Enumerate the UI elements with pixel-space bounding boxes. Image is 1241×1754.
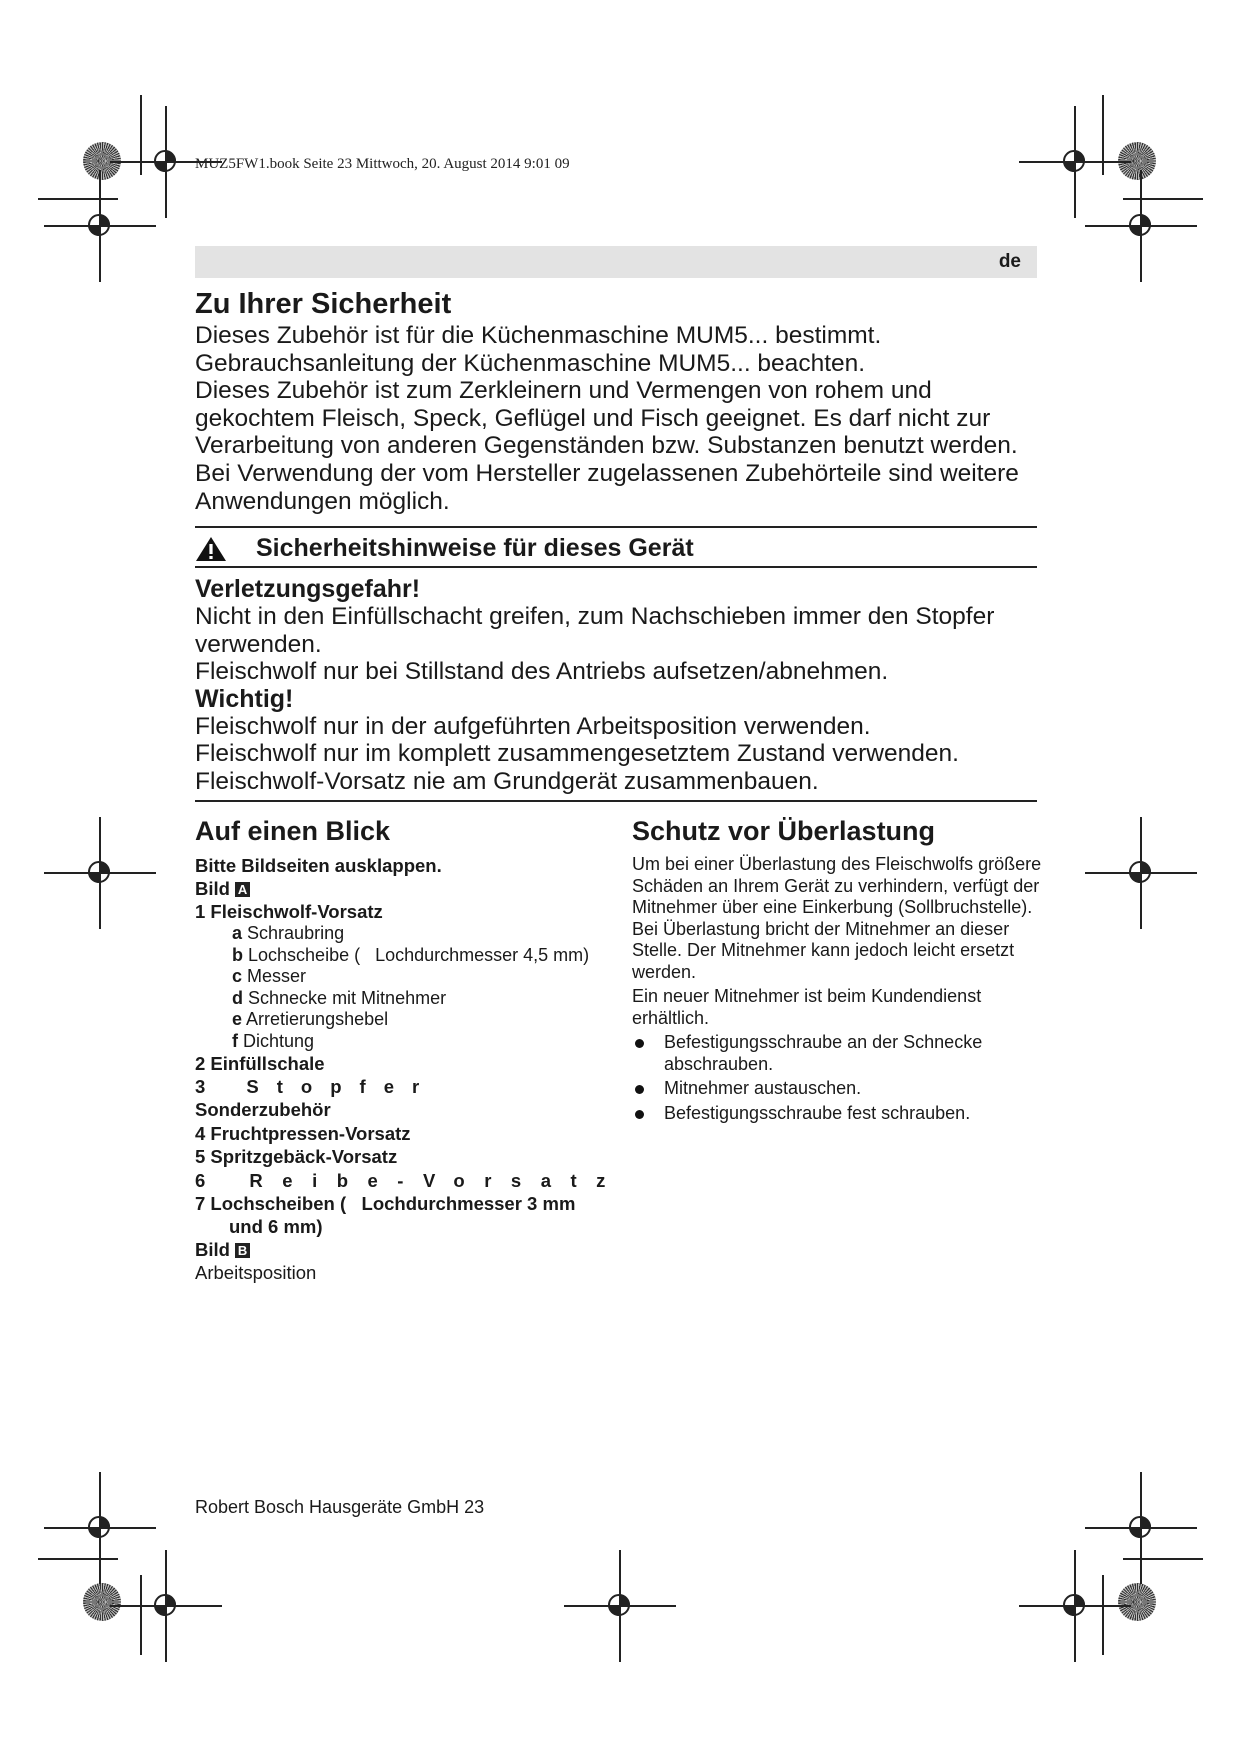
language-bar — [195, 246, 1037, 278]
page-footer: Robert Bosch Hausgeräte GmbH 23 — [195, 1497, 485, 1517]
subitem-a — [195, 923, 625, 945]
crop-line — [1102, 1575, 1104, 1655]
subitem-text: Arretierungshebel — [246, 1009, 389, 1029]
list-item — [632, 1103, 1042, 1125]
registration-mark — [1113, 1500, 1169, 1556]
list-item-1: 1 Fleischwolf-Vorsatz — [195, 901, 383, 922]
registration-mark — [138, 134, 194, 190]
bullet-icon — [635, 1085, 644, 1094]
figure-a-letter: A — [235, 882, 250, 897]
figure-a-ref — [195, 877, 625, 900]
warning-heading: Sicherheitshinweise für dieses Gerät — [256, 534, 694, 562]
overload-text — [632, 854, 1042, 1127]
overload-paragraph: Um bei einer Überlastung des Fleischwolfs größere Schäden an Ihrem Gerät zu verhindern, verfügt der Mitnehmer über eine Einkerbung (Sollbruchstelle). Bei Überlastung bricht der Mitnehmer an dieser Stelle. Der Mitnehmer kann jedoch leicht ersetzt werden. — [632, 854, 1042, 982]
work-position: Arbeitsposition — [195, 1262, 317, 1283]
figure-b-label: Bild — [195, 1239, 230, 1260]
subitem-key: e — [232, 1009, 243, 1029]
subitem-key: c — [232, 966, 243, 986]
fold-note: Bitte Bildseiten ausklappen. — [195, 855, 442, 876]
important-title: Wichtig! — [195, 684, 294, 713]
subitem-text: Messer — [247, 966, 307, 986]
step-text: Mitnehmer austauschen. — [664, 1078, 862, 1098]
crop-line — [38, 1558, 118, 1560]
overview-list — [195, 854, 625, 1284]
crop-line — [38, 198, 118, 200]
overload-title: Schutz vor Überlastung — [632, 816, 936, 846]
overload-paragraph: Ein neuer Mitnehmer ist beim Kundendienst erhältlich. — [632, 986, 982, 1028]
registration-mark — [1113, 845, 1169, 901]
step-text: Befestigungsschraube fest schrauben. — [664, 1102, 971, 1123]
danger-line: Nicht in den Einfüllschacht greifen, zum Nachschieben immer den Stopfer verwenden. — [195, 603, 995, 658]
bullet-icon — [635, 1110, 644, 1119]
warning-icon — [195, 536, 227, 562]
subitem-c — [195, 966, 625, 988]
color-star-mark — [83, 1583, 121, 1621]
crop-line — [1123, 198, 1203, 200]
registration-mark — [1113, 198, 1169, 254]
list-item-4: 4 Fruchtpressen-Vorsatz — [195, 1123, 411, 1144]
subitem-text: Schnecke mit Mitnehmer — [248, 987, 447, 1008]
subitem-e — [195, 1009, 625, 1031]
danger-title: Verletzungsgefahr! — [195, 575, 421, 603]
divider — [195, 800, 1037, 802]
special-accessories: Sonderzubehör — [195, 1099, 331, 1120]
bullet-icon — [635, 1039, 644, 1048]
list-item — [632, 1078, 1042, 1100]
divider — [195, 566, 1037, 568]
registration-mark — [1047, 134, 1103, 190]
subitem-b — [195, 945, 625, 967]
safety-paragraph: Dieses Zubehör ist für die Küchenmaschine MUM5... bestimmt. — [195, 322, 882, 349]
list-item-7: 7 Lochscheiben ( Lochdurchmesser 3 mm — [195, 1193, 576, 1214]
danger-line: Fleischwolf nur bei Stillstand des Antriebs aufsetzen/abnehmen. — [195, 658, 889, 686]
list-item-5: 5 Spritzgebäck-Vorsatz — [195, 1146, 398, 1167]
crop-line — [1123, 1558, 1203, 1560]
color-star-mark — [1118, 1583, 1156, 1621]
subitem-f — [195, 1031, 625, 1053]
subitem-text: Schraubring — [247, 923, 345, 943]
subitem-key: f — [232, 1030, 238, 1051]
figure-b-ref — [195, 1238, 625, 1261]
registration-mark — [1047, 1578, 1103, 1634]
list-item — [632, 1032, 1042, 1075]
subitem-key: a — [232, 923, 243, 943]
registration-mark — [72, 845, 128, 901]
registration-mark — [138, 1578, 194, 1634]
safety-text — [195, 322, 1045, 515]
safety-paragraph: Dieses Zubehör ist zum Zerkleinern und Vermengen von rohem und gekochtem Fleisch, Speck, Geflügel und Fisch geeignet. Es darf nicht zur Verarbeitung von anderen Gegenständen bzw. Substanzen benutzt werden. Bei Verwendung der vom Hersteller zugelassenen Zubehörteile sind weitere Anwendungen möglich. — [195, 377, 1019, 515]
registration-mark — [72, 198, 128, 254]
important-line: Fleischwolf nur in der aufgeführten Arbeitsposition verwenden. — [195, 712, 871, 740]
figure-a-label: Bild — [195, 878, 230, 899]
list-item-2: 2 Einfüllschale — [195, 1053, 325, 1074]
overload-steps — [632, 1032, 1042, 1124]
list-item-6: 6 Reibe-Vorsatz — [195, 1170, 625, 1191]
crop-line — [1102, 95, 1104, 175]
important-line: Fleischwolf-Vorsatz nie am Grundgerät zusammenbauen. — [195, 767, 819, 795]
subitem-key: b — [232, 944, 243, 965]
overview-title: Auf einen Blick — [195, 816, 391, 846]
step-text: Befestigungsschraube an der Schnecke abschrauben. — [664, 1032, 983, 1074]
divider — [195, 526, 1037, 528]
registration-mark — [72, 1500, 128, 1556]
subitem-text: Dichtung — [243, 1030, 315, 1051]
subitem-text: Lochscheibe ( Lochdurchmesser 4,5 mm) — [248, 944, 590, 965]
list-item-7-cont: und 6 mm) — [229, 1216, 323, 1237]
list-item-3: 3 Stopfer — [195, 1076, 438, 1097]
subitem-d — [195, 988, 625, 1010]
language-tab: de — [998, 251, 1021, 272]
crop-line — [140, 95, 142, 175]
figure-b-letter: B — [235, 1243, 250, 1258]
safety-paragraph: Gebrauchsanleitung der Küchenmaschine MUM5... beachten. — [195, 349, 866, 377]
safety-title: Zu Ihrer Sicherheit — [195, 288, 452, 320]
crop-line — [140, 1575, 142, 1655]
print-header: MUZ5FW1.book Seite 23 Mittwoch, 20. August 2014 9:01 09 — [195, 156, 570, 172]
registration-mark — [592, 1578, 648, 1634]
important-line: Fleischwolf nur im komplett zusammengesetztem Zustand verwenden. — [195, 740, 959, 768]
subitem-key: d — [232, 987, 243, 1008]
warning-text — [195, 575, 1045, 796]
